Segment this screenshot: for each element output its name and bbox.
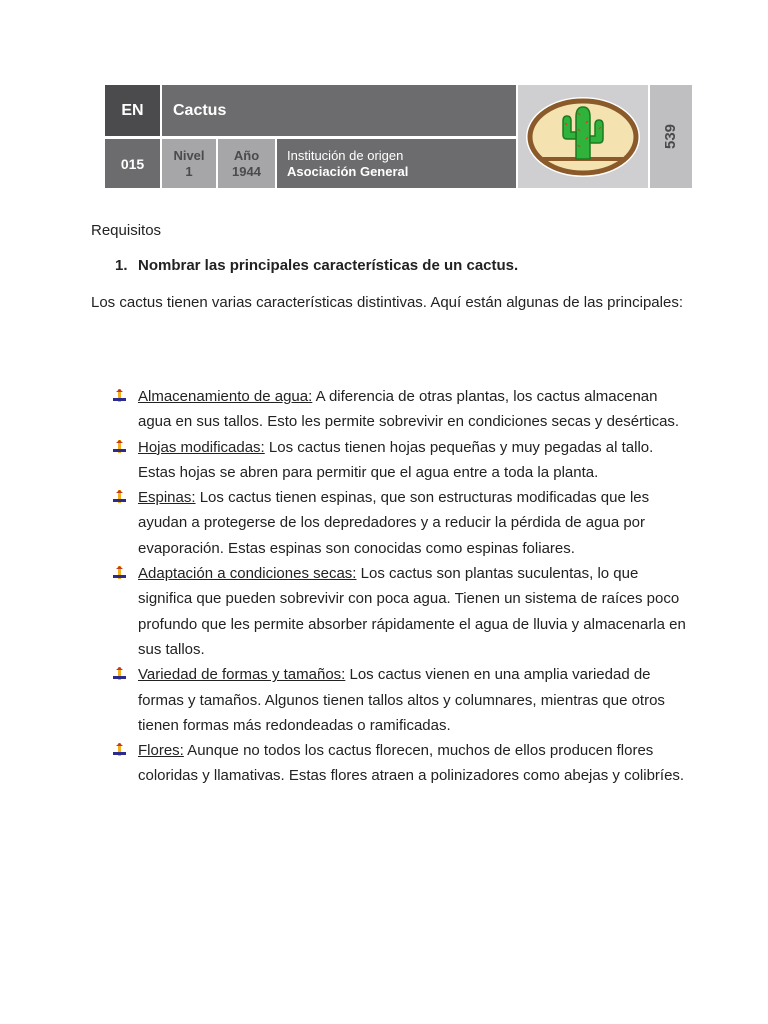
bullet-text: Los cactus tienen espinas, que son estructuras modificadas que les ayudan a protegerse de los depredadores y a reducir la pérdida de agua por evaporación. Estas espinas son conocidas como espinas foliares. xyxy=(138,489,650,557)
characteristics-list xyxy=(113,384,693,789)
bullet-text: Aunque no todos los cactus florecen, muchos de ellos producen flores coloridas y llamativas. Estas flores atraen a polinizadores como abejas y colibríes. xyxy=(138,742,685,785)
arrow-bullet-icon xyxy=(113,389,126,402)
intro-paragraph: Los cactus tienen varias características distintivas. Aquí están algunas de las principales: xyxy=(91,294,683,311)
honor-header xyxy=(105,85,692,188)
list-item xyxy=(113,384,693,435)
year-box xyxy=(218,139,275,188)
bullet-text: Los cactus son plantas suculentas, lo que significa que pueden sobrevivir con poca agua. Tienen un sistema de raíces poco profundo que les permite absorber rápidamente el agua de lluvia y almacenarla en sus tallos. xyxy=(138,565,686,658)
bullet-term: Hojas modificadas: xyxy=(138,438,265,456)
bullet-term: Almacenamiento de agua: xyxy=(138,388,313,405)
level-value: 1 xyxy=(185,163,193,179)
bullet-text: Los cactus vienen en una amplia variedad de formas y tamaños. Algunos tienen tallos altos y columnares, mientras que otros tienen formas más redondeadas o ramificadas. xyxy=(138,666,665,734)
list-item xyxy=(113,738,693,789)
category-code: EN xyxy=(105,85,160,136)
list-item xyxy=(113,435,693,486)
arrow-bullet-icon xyxy=(113,667,126,680)
list-item xyxy=(113,662,693,738)
requirement-text: Nombrar las principales características de un cactus. xyxy=(138,257,519,274)
institution-label: Institución de origen xyxy=(287,147,404,163)
requirement-index: 1. xyxy=(115,257,128,274)
section-title: Requisitos xyxy=(91,222,162,239)
year-label: Año xyxy=(233,147,260,163)
list-item xyxy=(113,561,693,662)
institution-value: Asociación General xyxy=(287,163,409,179)
requirement-item xyxy=(115,257,518,274)
honor-title: Cactus xyxy=(162,85,516,136)
side-number-box xyxy=(650,85,692,188)
year-value: 1944 xyxy=(232,163,261,179)
side-number: 539 xyxy=(662,123,680,150)
arrow-bullet-icon xyxy=(113,743,126,756)
arrow-bullet-icon xyxy=(113,490,126,503)
arrow-bullet-icon xyxy=(113,566,126,579)
cactus-emblem-icon xyxy=(518,85,648,188)
bullet-text: Los cactus tienen hojas pequeñas y muy pegadas al tallo. Estas hojas se abren para permitir que el agua entre a toda la planta. xyxy=(138,438,654,481)
bullet-term: Adaptación a condiciones secas: xyxy=(138,565,357,583)
bullet-text: A diferencia de otras plantas, los cactus almacenan agua en sus tallos. Esto les permite sobrevivir en condiciones secas y desérticas. xyxy=(138,388,680,431)
honor-number: 015 xyxy=(105,139,160,188)
level-box xyxy=(162,139,216,188)
bullet-term: Espinas: xyxy=(138,489,196,507)
arrow-bullet-icon xyxy=(113,440,126,453)
institution-box xyxy=(277,139,516,188)
bullet-term: Variedad de formas y tamaños: xyxy=(138,666,346,684)
bullet-term: Flores: xyxy=(138,742,184,760)
level-label: Nivel xyxy=(173,147,205,163)
list-item xyxy=(113,485,693,561)
